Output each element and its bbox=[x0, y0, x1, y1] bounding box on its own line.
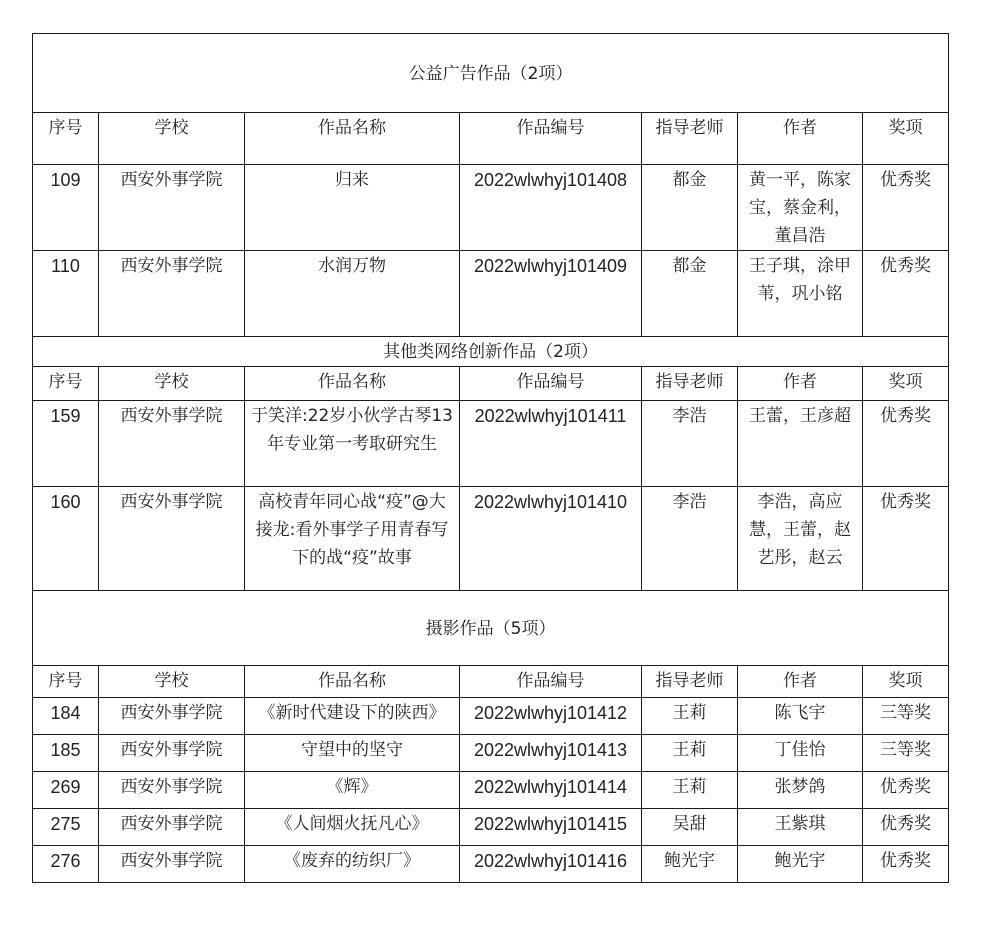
row-work-name: 水润万物 bbox=[245, 251, 460, 337]
row-work-code: 2022wlwhyj101412 bbox=[460, 698, 642, 735]
section-title: 其他类网络创新作品（2项） bbox=[33, 337, 949, 367]
row-number: 109 bbox=[33, 165, 99, 251]
row-teacher: 李浩 bbox=[642, 401, 738, 487]
row-school: 西安外事学院 bbox=[99, 735, 245, 772]
row-work-code: 2022wlwhyj101408 bbox=[460, 165, 642, 251]
row-authors: 王子琪，涂甲苇，巩小铭 bbox=[738, 251, 863, 337]
row-award: 三等奖 bbox=[863, 735, 949, 772]
row-number: 269 bbox=[33, 772, 99, 809]
row-work-code: 2022wlwhyj101416 bbox=[460, 846, 642, 883]
header-cell: 奖项 bbox=[863, 113, 949, 165]
row-authors: 李浩，高应慧，王蕾，赵艺彤，赵云 bbox=[738, 487, 863, 591]
row-award: 优秀奖 bbox=[863, 846, 949, 883]
header-cell: 学校 bbox=[99, 113, 245, 165]
header-cell: 作品名称 bbox=[245, 666, 460, 698]
row-authors: 丁佳怡 bbox=[738, 735, 863, 772]
row-authors: 鲍光宇 bbox=[738, 846, 863, 883]
row-authors: 张梦鸽 bbox=[738, 772, 863, 809]
row-work-code: 2022wlwhyj101409 bbox=[460, 251, 642, 337]
table-row bbox=[33, 487, 949, 591]
row-work-name: 《人间烟火抚凡心》 bbox=[245, 809, 460, 846]
row-teacher: 王莉 bbox=[642, 698, 738, 735]
header-cell: 作者 bbox=[738, 113, 863, 165]
table-row bbox=[33, 772, 949, 809]
row-work-code: 2022wlwhyj101414 bbox=[460, 772, 642, 809]
header-cell: 作品编号 bbox=[460, 666, 642, 698]
row-teacher: 都金 bbox=[642, 251, 738, 337]
header-cell: 指导老师 bbox=[642, 666, 738, 698]
row-work-name: 高校青年同心战“疫”@大接龙:看外事学子用青春写下的战“疫”故事 bbox=[245, 487, 460, 591]
row-teacher: 李浩 bbox=[642, 487, 738, 591]
row-award: 优秀奖 bbox=[863, 401, 949, 487]
row-work-name: 归来 bbox=[245, 165, 460, 251]
header-cell: 指导老师 bbox=[642, 113, 738, 165]
row-number: 275 bbox=[33, 809, 99, 846]
row-school: 西安外事学院 bbox=[99, 846, 245, 883]
row-teacher: 王莉 bbox=[642, 735, 738, 772]
header-cell: 作品名称 bbox=[245, 367, 460, 401]
row-school: 西安外事学院 bbox=[99, 165, 245, 251]
header-cell: 作品编号 bbox=[460, 367, 642, 401]
row-award: 优秀奖 bbox=[863, 772, 949, 809]
header-cell: 学校 bbox=[99, 666, 245, 698]
table-row bbox=[33, 698, 949, 735]
header-cell: 奖项 bbox=[863, 367, 949, 401]
row-work-name: 《废弃的纺织厂》 bbox=[245, 846, 460, 883]
row-authors: 黄一平，陈家宝，蔡金利，董昌浩 bbox=[738, 165, 863, 251]
header-cell: 学校 bbox=[99, 367, 245, 401]
table-row bbox=[33, 846, 949, 883]
table-row bbox=[33, 401, 949, 487]
header-cell: 指导老师 bbox=[642, 367, 738, 401]
row-authors: 陈飞宇 bbox=[738, 698, 863, 735]
row-number: 184 bbox=[33, 698, 99, 735]
header-cell: 序号 bbox=[33, 367, 99, 401]
header-cell: 作品编号 bbox=[460, 113, 642, 165]
row-number: 185 bbox=[33, 735, 99, 772]
header-cell: 奖项 bbox=[863, 666, 949, 698]
header-cell: 序号 bbox=[33, 666, 99, 698]
table-row bbox=[33, 165, 949, 251]
section-title: 公益广告作品（2项） bbox=[33, 34, 949, 113]
header-cell: 作者 bbox=[738, 367, 863, 401]
row-award: 优秀奖 bbox=[863, 487, 949, 591]
section-title: 摄影作品（5项） bbox=[33, 591, 949, 666]
row-work-code: 2022wlwhyj101415 bbox=[460, 809, 642, 846]
row-award: 优秀奖 bbox=[863, 809, 949, 846]
row-number: 160 bbox=[33, 487, 99, 591]
table-row bbox=[33, 809, 949, 846]
row-award: 优秀奖 bbox=[863, 165, 949, 251]
row-teacher: 都金 bbox=[642, 165, 738, 251]
row-award: 三等奖 bbox=[863, 698, 949, 735]
row-work-code: 2022wlwhyj101411 bbox=[460, 401, 642, 487]
row-work-name: 《辉》 bbox=[245, 772, 460, 809]
row-number: 110 bbox=[33, 251, 99, 337]
row-work-code: 2022wlwhyj101410 bbox=[460, 487, 642, 591]
row-teacher: 吴甜 bbox=[642, 809, 738, 846]
row-school: 西安外事学院 bbox=[99, 772, 245, 809]
header-cell: 作品名称 bbox=[245, 113, 460, 165]
row-work-name: 于笑洋:22岁小伙学古琴13年专业第一考取研究生 bbox=[245, 401, 460, 487]
row-school: 西安外事学院 bbox=[99, 809, 245, 846]
row-school: 西安外事学院 bbox=[99, 698, 245, 735]
row-school: 西安外事学院 bbox=[99, 401, 245, 487]
header-cell: 作者 bbox=[738, 666, 863, 698]
row-award: 优秀奖 bbox=[863, 251, 949, 337]
row-number: 159 bbox=[33, 401, 99, 487]
row-work-name: 守望中的坚守 bbox=[245, 735, 460, 772]
row-authors: 王蕾，王彦超 bbox=[738, 401, 863, 487]
row-work-code: 2022wlwhyj101413 bbox=[460, 735, 642, 772]
header-cell: 序号 bbox=[33, 113, 99, 165]
row-teacher: 王莉 bbox=[642, 772, 738, 809]
row-work-name: 《新时代建设下的陕西》 bbox=[245, 698, 460, 735]
row-authors: 王紫琪 bbox=[738, 809, 863, 846]
table-row bbox=[33, 735, 949, 772]
row-school: 西安外事学院 bbox=[99, 251, 245, 337]
row-teacher: 鲍光宇 bbox=[642, 846, 738, 883]
row-number: 276 bbox=[33, 846, 99, 883]
awards-table bbox=[32, 33, 949, 883]
table-row bbox=[33, 251, 949, 337]
row-school: 西安外事学院 bbox=[99, 487, 245, 591]
